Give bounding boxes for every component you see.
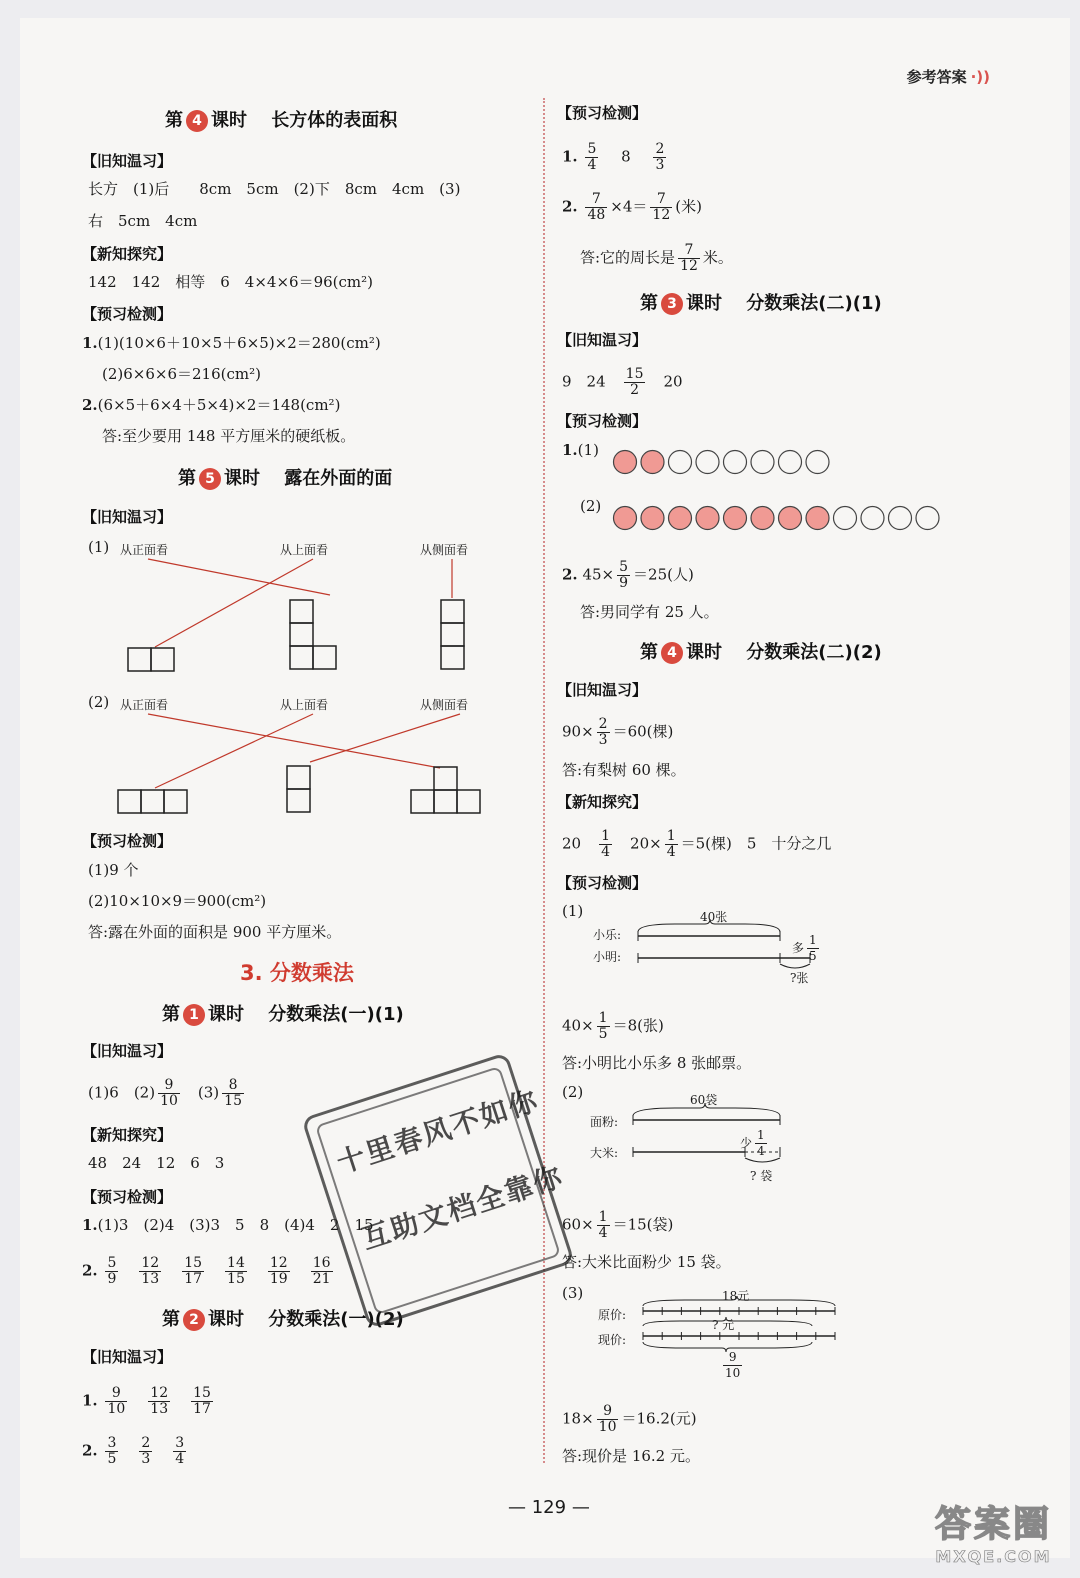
fraction xyxy=(311,1256,333,1287)
sub-label: (1) xyxy=(577,441,599,459)
numerator: 16 xyxy=(312,1255,331,1271)
fraction-list xyxy=(102,1255,350,1287)
fraction xyxy=(617,560,630,591)
less-text: 少 xyxy=(740,1136,753,1150)
numerator: 7 xyxy=(585,192,607,208)
preview-2 xyxy=(82,1256,351,1287)
bar3-calc xyxy=(562,1404,697,1435)
chapter-title: 3. 分数乘法 xyxy=(240,961,354,985)
explore-tag: 【新知探究】 xyxy=(82,1126,173,1144)
denominator: 15 xyxy=(227,1271,245,1287)
denominator: 3 xyxy=(655,157,665,173)
lesson-title-text: 分数乘法(二)(1) xyxy=(746,293,882,314)
fraction xyxy=(139,1256,161,1287)
bar2-question-label: ? 袋 xyxy=(750,1169,773,1183)
fraction xyxy=(139,1436,152,1467)
cube-face xyxy=(141,790,164,813)
denominator: 4 xyxy=(601,844,611,860)
circle-row-2 xyxy=(612,505,952,531)
bar2-calc xyxy=(562,1210,673,1241)
denominator: 17 xyxy=(184,1271,203,1287)
bar2-row-b: 大米: xyxy=(590,1146,619,1160)
explore-tag: 【新知探究】 xyxy=(557,793,648,811)
preview-tag: 【预习检测】 xyxy=(557,104,648,122)
numerator: 9 xyxy=(105,1386,127,1402)
lesson-prefix: 第 xyxy=(640,293,658,314)
explore-line xyxy=(562,829,831,860)
review-tag: 【旧知温习】 xyxy=(557,681,648,699)
filled-circle xyxy=(641,451,664,474)
numerator: 12 xyxy=(269,1255,288,1271)
denominator: 9 xyxy=(619,575,629,591)
match-line xyxy=(148,714,440,768)
fraction xyxy=(173,1436,186,1467)
right-s3-answer: 答:男同学有 25 人。 xyxy=(580,603,719,621)
fraction xyxy=(148,1386,170,1417)
answer-3-label: (3) xyxy=(197,1083,220,1102)
result: ＝5(棵) 5 十分之几 xyxy=(680,834,832,853)
numerator: 1 xyxy=(666,828,676,844)
fraction xyxy=(105,1436,118,1467)
lesson-number-badge: 3 xyxy=(661,293,683,315)
numerator: 8 xyxy=(222,1078,244,1094)
explore-tag: 【新知探究】 xyxy=(82,245,173,263)
preview-tag: 【预习检测】 xyxy=(82,832,173,850)
value: 9 24 xyxy=(562,372,606,391)
views-diagram-2 xyxy=(80,710,520,820)
item-number: 1. xyxy=(562,441,578,459)
bar1-question-label: ?张 xyxy=(790,971,809,985)
denominator: 5 xyxy=(809,949,817,963)
lesson-title-5-exposed xyxy=(178,464,392,490)
lesson-number-badge: 1 xyxy=(183,1004,205,1026)
numerator: 5 xyxy=(619,559,629,575)
right-preview-2 xyxy=(562,192,702,223)
numerator: 14 xyxy=(227,1255,245,1271)
cube-face xyxy=(441,623,464,646)
operand: 20× xyxy=(630,834,662,853)
fraction xyxy=(653,142,666,173)
lesson-suffix: 课时 xyxy=(686,642,722,663)
value: 20 xyxy=(663,372,683,391)
numerator: 12 xyxy=(150,1385,169,1401)
empty-circle xyxy=(696,451,719,474)
lesson-title-4-fraction-mult xyxy=(640,638,882,664)
numerator: 2 xyxy=(598,716,608,732)
numerator: 9 xyxy=(597,1404,619,1420)
operand: 45× xyxy=(582,565,615,584)
numerator: 2 xyxy=(141,1435,151,1451)
fraction xyxy=(597,1011,610,1042)
filled-circle xyxy=(696,507,719,530)
cube-face xyxy=(313,646,336,669)
numerator: 5 xyxy=(107,1255,117,1271)
brace xyxy=(633,1103,780,1116)
preview-tag: 【预习检测】 xyxy=(557,874,648,892)
numerator: 1 xyxy=(809,933,817,947)
result: ＝25(人) xyxy=(633,565,694,584)
answer-1: (1)6 xyxy=(88,1083,119,1102)
item-number: 2. xyxy=(562,565,578,584)
numerator: 9 xyxy=(158,1078,180,1094)
cube-face xyxy=(164,790,187,813)
denominator: 12 xyxy=(652,207,671,223)
lesson-title-4-surface xyxy=(165,106,397,132)
review-tag: 【旧知温习】 xyxy=(82,508,173,526)
header-tag xyxy=(907,66,990,87)
filled-circle xyxy=(806,507,829,530)
brace xyxy=(745,1158,780,1162)
preview-1a xyxy=(82,333,381,353)
item-number: 2. xyxy=(82,1441,98,1460)
bar3-total-label: 18元 xyxy=(722,1289,750,1303)
brace xyxy=(780,964,810,968)
denominator: 10 xyxy=(725,1366,741,1380)
answer-text: 答:它的周长是 xyxy=(580,248,676,267)
bar-q3-label: (3) xyxy=(562,1284,584,1302)
filled-circle xyxy=(641,507,664,530)
lesson-title-text: 分数乘法(一)(2) xyxy=(268,1309,404,1330)
numerator: 15 xyxy=(184,1255,203,1271)
result: ＝8(张) xyxy=(612,1016,664,1035)
numerator: 1 xyxy=(601,828,611,844)
empty-circle xyxy=(669,451,692,474)
bar1-answer: 答:小明比小乐多 8 张邮票。 xyxy=(562,1054,752,1072)
denominator: 12 xyxy=(680,258,698,274)
denominator: 15 xyxy=(224,1093,242,1109)
fraction xyxy=(105,1386,127,1417)
lesson-title-text: 露在外面的面 xyxy=(284,468,393,489)
numerator: 15 xyxy=(625,366,644,382)
right-preview-1 xyxy=(562,142,669,173)
numerator: 15 xyxy=(193,1385,211,1401)
denominator: 5 xyxy=(598,1026,608,1042)
top-view-label: 从上面看 xyxy=(280,543,329,557)
bar1-row-b: 小明: xyxy=(593,950,622,964)
fraction-list xyxy=(102,1435,204,1467)
preview-tag: 【预习检测】 xyxy=(82,1188,173,1206)
item-text: (6×5＋6×4＋5×4)×2＝148(cm²) xyxy=(97,396,341,414)
denominator: 13 xyxy=(141,1271,160,1287)
bar2-row-a: 面粉: xyxy=(590,1115,619,1129)
item-text: (1)3 (2)4 (3)3 5 8 (4)4 2 15 xyxy=(97,1216,374,1234)
denominator: 21 xyxy=(312,1271,331,1287)
lesson-prefix: 第 xyxy=(178,468,196,489)
fraction xyxy=(678,243,700,274)
lesson-title-text: 分数乘法(一)(1) xyxy=(268,1004,404,1025)
lesson-prefix: 第 xyxy=(162,1004,180,1025)
lesson-number-badge: 2 xyxy=(183,1309,205,1331)
denominator: 5 xyxy=(107,1451,117,1467)
seal-line-2: 互助文档全靠你 xyxy=(357,1159,568,1256)
item-number: 1. xyxy=(562,147,578,166)
cube-face xyxy=(411,790,434,813)
bar1-total-label: 40张 xyxy=(700,910,728,924)
value: 8 xyxy=(621,147,631,166)
top-view-label: 从上面看 xyxy=(280,698,329,712)
fraction xyxy=(222,1078,244,1109)
operand: 90× xyxy=(562,722,594,741)
empty-circle xyxy=(861,507,884,530)
item-number: 1. xyxy=(82,1391,98,1410)
bar3-row-b: 现价: xyxy=(598,1333,627,1347)
preview-tag: 【预习检测】 xyxy=(82,305,173,323)
fraction xyxy=(158,1078,180,1109)
numerator: 12 xyxy=(141,1255,160,1271)
lesson-suffix: 课时 xyxy=(224,468,260,489)
views-diagram-1 xyxy=(80,555,520,685)
side-view-label: 从侧面看 xyxy=(420,698,469,712)
denominator: 4 xyxy=(666,844,676,860)
match-line xyxy=(310,714,460,762)
numerator: 1 xyxy=(757,1128,765,1142)
cube-face xyxy=(457,790,480,813)
denominator: 2 xyxy=(630,382,640,398)
filled-circle xyxy=(614,507,637,530)
brace xyxy=(643,1342,812,1352)
cube-face xyxy=(441,646,464,669)
numerator: 7 xyxy=(678,243,700,259)
bar-diagram-3 xyxy=(640,1296,850,1356)
denominator: 4 xyxy=(587,157,597,173)
preview-tag: 【预习检测】 xyxy=(557,412,648,430)
lesson-suffix: 课时 xyxy=(211,110,247,131)
review-1 xyxy=(82,1386,231,1417)
preview-1 xyxy=(82,1215,374,1235)
operand: 60× xyxy=(562,1215,594,1234)
front-view-label: 从正面看 xyxy=(120,698,169,712)
numerator: 5 xyxy=(587,141,597,157)
numerator: 1 xyxy=(598,1209,608,1225)
item-number: 1. xyxy=(82,334,98,352)
operand: 40× xyxy=(562,1016,594,1035)
operand: 18× xyxy=(562,1409,594,1428)
item-number: 1. xyxy=(82,1216,98,1234)
lesson-number-badge: 5 xyxy=(199,468,221,490)
cube-face xyxy=(441,600,464,623)
lesson-number-badge: 4 xyxy=(186,110,208,132)
fraction xyxy=(268,1256,290,1287)
filled-circle xyxy=(724,507,747,530)
review-answers xyxy=(88,1078,247,1109)
review-tag: 【旧知温习】 xyxy=(82,152,173,170)
empty-circle xyxy=(834,507,857,530)
result: ＝60(棵) xyxy=(612,722,674,741)
watermark-url: MXQE.COM xyxy=(935,1547,1052,1566)
item-number: 2. xyxy=(562,197,578,216)
bar1-calc xyxy=(562,1011,664,1042)
page-number-value: 129 xyxy=(531,1497,567,1518)
empty-circle xyxy=(779,451,802,474)
fraction xyxy=(585,142,598,173)
cube-face xyxy=(434,767,457,790)
cube-face xyxy=(287,789,310,812)
preview-2 xyxy=(82,395,340,415)
fraction xyxy=(105,1256,118,1287)
filled-circle xyxy=(779,507,802,530)
denominator: 4 xyxy=(175,1451,185,1467)
bar-q2-label: (2) xyxy=(562,1083,584,1101)
watermark-text: 答案圈 xyxy=(934,1504,1052,1545)
numerator: 1 xyxy=(598,1010,608,1026)
numerator: 2 xyxy=(655,141,665,157)
answer-2-label: (2) xyxy=(133,1083,156,1102)
lesson-suffix: 课时 xyxy=(208,1004,244,1025)
bar-diagram-1 xyxy=(635,918,835,978)
circles-q2-label: (2) xyxy=(580,497,602,515)
review-line-2: 右 5cm 4cm xyxy=(88,212,198,230)
denominator: 3 xyxy=(141,1451,151,1467)
lesson-suffix: 课时 xyxy=(208,1309,244,1330)
brace xyxy=(643,1317,812,1326)
bar1-row-a: 小乐: xyxy=(593,928,622,942)
circles-q1-label xyxy=(562,440,599,460)
q2-label: (2) xyxy=(88,693,110,711)
denominator: 48 xyxy=(587,207,606,223)
lesson-title-text: 长方体的表面积 xyxy=(271,110,398,131)
fraction xyxy=(624,367,646,398)
denominator: 4 xyxy=(757,1144,765,1158)
filled-circle xyxy=(669,507,692,530)
numerator: 3 xyxy=(107,1435,117,1451)
operator: ×4＝ xyxy=(610,197,648,216)
unit: (米) xyxy=(675,197,702,216)
brace xyxy=(643,1296,835,1306)
more-text: 多 xyxy=(792,941,805,955)
fraction xyxy=(225,1256,247,1287)
lesson-title-1-fraction-mult xyxy=(162,1000,404,1026)
fraction xyxy=(599,829,612,860)
header-tag-text: 参考答案 xyxy=(906,68,967,86)
numerator: 3 xyxy=(175,1435,185,1451)
bar2-total-label: 60袋 xyxy=(690,1093,718,1107)
lesson-title-text: 分数乘法(二)(2) xyxy=(746,642,882,663)
right-s3-preview-2 xyxy=(562,560,694,591)
fraction xyxy=(650,192,672,223)
cube-face xyxy=(118,790,141,813)
circle-row-1 xyxy=(612,449,842,475)
denominator: 10 xyxy=(160,1093,178,1109)
preview-2-answer: 答:至少要用 148 平方厘米的硬纸板。 xyxy=(102,427,356,445)
denominator: 4 xyxy=(598,1225,608,1241)
bar-diagram-2 xyxy=(630,1100,830,1170)
fraction xyxy=(182,1256,204,1287)
review-2 xyxy=(82,1436,204,1467)
result: ＝16.2(元) xyxy=(621,1409,697,1428)
denominator: 10 xyxy=(598,1419,617,1435)
denominator: 17 xyxy=(193,1401,211,1417)
explore-line: 142 142 相等 6 4×4×6＝96(cm²) xyxy=(88,273,374,291)
sound-wave-icon: ·)) xyxy=(970,68,990,86)
fraction xyxy=(597,717,610,748)
bar2-answer: 答:大米比面粉少 15 袋。 xyxy=(562,1253,731,1271)
review-tag: 【旧知温习】 xyxy=(557,331,648,349)
empty-circle xyxy=(889,507,912,530)
review-tag: 【旧知温习】 xyxy=(82,1348,173,1366)
numerator: 9 xyxy=(723,1350,742,1366)
item-number: 2. xyxy=(82,1261,98,1280)
denominator: 9 xyxy=(107,1271,117,1287)
item-number: 2. xyxy=(82,396,98,414)
review-answers xyxy=(562,367,683,398)
fraction xyxy=(585,192,607,223)
cube-face xyxy=(290,600,313,623)
exposed-answer-1: (1)9 个 xyxy=(88,861,139,879)
item-text: (1)(10×6＋10×5＋6×5)×2＝280(cm²) xyxy=(97,334,381,352)
lesson-suffix: 课时 xyxy=(686,293,722,314)
cube-face xyxy=(287,766,310,789)
result: ＝15(袋) xyxy=(612,1215,674,1234)
lesson-number-badge: 4 xyxy=(661,642,683,664)
front-view-label: 从正面看 xyxy=(120,543,169,557)
fraction-list xyxy=(102,1385,230,1417)
denominator: 13 xyxy=(150,1401,169,1417)
brace xyxy=(638,919,780,932)
fraction xyxy=(597,1404,619,1435)
review-answer: 答:有梨树 60 棵。 xyxy=(562,761,686,779)
explore-line: 48 24 12 6 3 xyxy=(88,1154,225,1172)
denominator: 10 xyxy=(107,1401,126,1417)
fraction xyxy=(191,1386,213,1417)
page-number: — 129 — xyxy=(508,1497,590,1518)
empty-circle xyxy=(806,451,829,474)
denominator: 3 xyxy=(598,732,608,748)
bar3-question-label: ? 元 xyxy=(712,1318,735,1332)
fraction xyxy=(597,1210,610,1241)
lesson-prefix: 第 xyxy=(640,642,658,663)
q1-label: (1) xyxy=(88,538,110,556)
numerator: 7 xyxy=(650,192,672,208)
cube-face xyxy=(151,648,174,671)
filled-circle xyxy=(614,451,637,474)
lesson-prefix: 第 xyxy=(162,1309,180,1330)
review-calc xyxy=(562,717,673,748)
cube-face xyxy=(434,790,457,813)
cube-face xyxy=(128,648,151,671)
side-view-label: 从侧面看 xyxy=(420,543,469,557)
bar-q1-label: (1) xyxy=(562,902,584,920)
empty-circle xyxy=(724,451,747,474)
filled-circle xyxy=(751,507,774,530)
cube-face xyxy=(290,623,313,646)
bar3-row-a: 原价: xyxy=(598,1308,627,1322)
empty-circle xyxy=(751,451,774,474)
empty-circle xyxy=(916,507,939,530)
review-tag: 【旧知温习】 xyxy=(82,1042,173,1060)
lesson-prefix: 第 xyxy=(165,110,183,131)
cube-face xyxy=(290,646,313,669)
seal-line-1: 十里春风不如你 xyxy=(332,1083,543,1180)
answer-text: 米。 xyxy=(702,248,733,267)
review-line-1: 长方 (1)后 8cm 5cm (2)下 8cm 4cm (3) xyxy=(88,180,461,198)
match-line xyxy=(155,714,313,788)
exposed-answer-final: 答:露在外面的面积是 900 平方厘米。 xyxy=(88,923,342,941)
bar3-answer: 答:现价是 16.2 元。 xyxy=(562,1447,700,1465)
fraction xyxy=(665,829,678,860)
right-preview-2-answer xyxy=(580,243,733,274)
denominator: 19 xyxy=(269,1271,288,1287)
lesson-title-3-fraction-mult xyxy=(640,289,882,315)
watermark-logo xyxy=(935,1496,1052,1566)
value: 20 xyxy=(562,834,582,853)
preview-1b: (2)6×6×6＝216(cm²) xyxy=(102,365,261,383)
exposed-answer-2: (2)10×10×9＝900(cm²) xyxy=(88,892,267,910)
